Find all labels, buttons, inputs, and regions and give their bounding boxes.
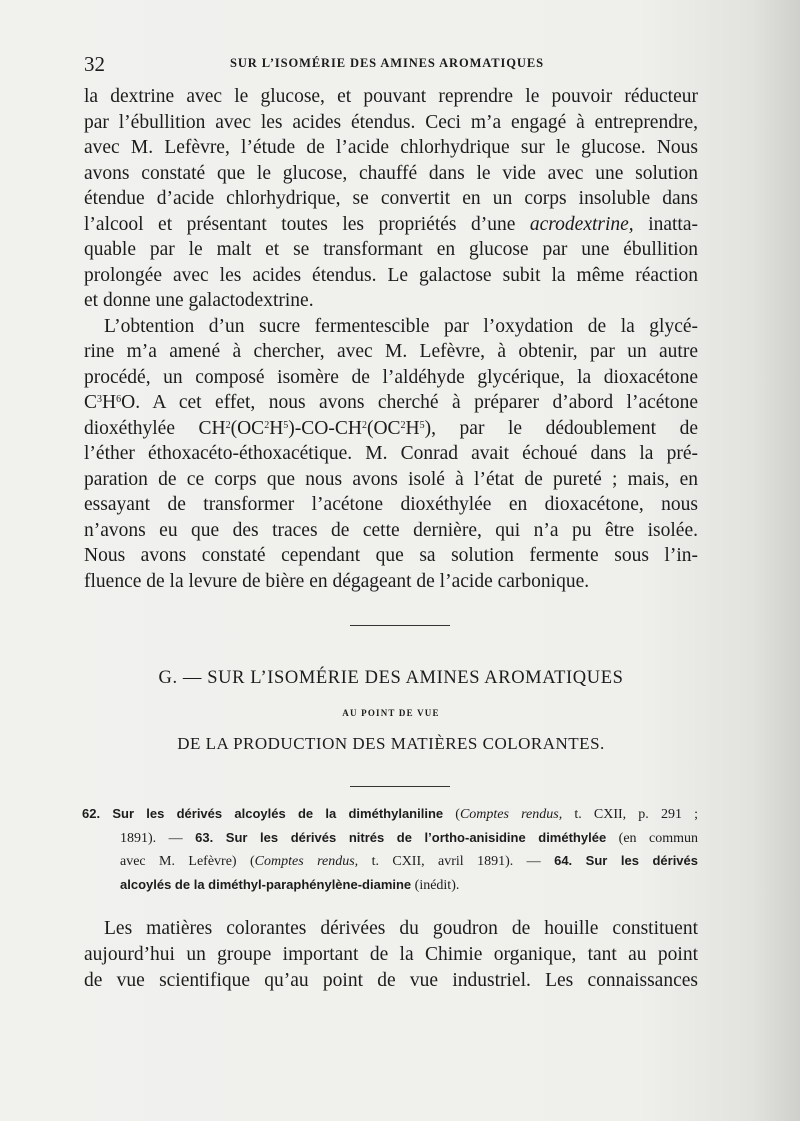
italic-term: acrodextrine, bbox=[529, 213, 634, 235]
text-line: la dextrine avec le glucose, et pouvant reprendre le pouvoir réducteur bbox=[84, 86, 698, 107]
divider bbox=[350, 625, 450, 626]
paragraph-2 bbox=[84, 314, 698, 595]
section-title: G. — SUR L’ISOMÉRIE DES AMINES AROMATIQUES bbox=[158, 668, 624, 688]
text-line: n’avons eu que des traces de cette dernière, qui n’a pu être isolée. bbox=[84, 519, 698, 541]
reference-line: avec M. Lefèvre) (Comptes rendus, t. CXII, avril 1891). — 64. Sur les dérivés bbox=[120, 853, 698, 869]
closing-paragraph bbox=[84, 916, 698, 994]
text-line: essayant de transformer l’acétone dioxéthylée en dioxacétone, nous bbox=[84, 494, 698, 515]
running-head: SUR L’ISOMÉRIE DES AMINES AROMATIQUES bbox=[230, 56, 544, 70]
text-line: fluence de la levure de bière en dégageant de l’acide carbonique. bbox=[84, 570, 590, 592]
page-header bbox=[84, 52, 698, 76]
text-line: procédé, un composé isomère de l’aldéhyde glycérique, la dioxacétone bbox=[84, 366, 698, 388]
paragraph-1 bbox=[84, 84, 698, 314]
text-line: étendue d’acide chlorhydrique, se convertit en un corps insoluble dans bbox=[84, 188, 698, 209]
section-title-continued: DE LA PRODUCTION DES MATIÈRES COLORANTES. bbox=[177, 734, 605, 753]
body-text bbox=[84, 84, 698, 594]
divider bbox=[350, 786, 450, 787]
formula-line: dioxéthylée $CH^2(OC^2H^5)-CO-CH^2(OC^2H^5)$, par le dédoublement de bbox=[84, 417, 698, 439]
text-line: de vue scientifique qu’au point de vue industriel. Les connaissances bbox=[84, 970, 698, 991]
text-line: avons constaté que le glucose, chauffé dans le vide avec une solution bbox=[84, 162, 698, 184]
text-line: par l’ébullition avec les acides étendus. Ceci m’a engagé à entreprendre, bbox=[84, 111, 698, 133]
formula-line: $C^3H^6O$. A cet effet, nous avons cherché à préparer d’abord l’acétone bbox=[84, 392, 698, 413]
text-line: L’obtention d’un sucre fermentescible par l’oxydation de la glycé- bbox=[104, 315, 698, 337]
publication-references bbox=[84, 802, 698, 896]
text-line: l’éther éthoxacéto-éthoxacétique. M. Conrad avait échoué dans la pré- bbox=[84, 443, 698, 464]
reference-line: alcoylés de la diméthyl-paraphénylène-diamine (inédit). bbox=[120, 876, 460, 893]
text-line: paration de ce corps que nous avons isolé à l’état de pureté ; mais, en bbox=[84, 468, 698, 490]
reference-line: 1891). — 63. Sur les dérivés nitrés de l’ortho-anisidine diméthylée (en commun bbox=[120, 829, 699, 846]
text-line: quable par le malt et se transformant en glucose par une ébullition bbox=[84, 239, 698, 260]
text-line: aujourd’hui un groupe important de la Chimie organique, tant au point bbox=[84, 944, 698, 965]
text-line: Les matières colorantes dérivées du goudron de houille constituent bbox=[104, 918, 698, 939]
page-number: 32 bbox=[84, 52, 105, 76]
text-line: rine m’a amené à chercher, avec M. Lefèvre, à obtenir, par un autre bbox=[84, 341, 698, 362]
text-line: et donne une galactodextrine. bbox=[84, 290, 314, 311]
section-subtitle: AU POINT DE VUE bbox=[342, 708, 440, 718]
text-line: l’alcool et présentant toutes les propriétés d’une acrodextrine, inatta- bbox=[84, 213, 698, 235]
text-line: prolongée avec les acides étendus. Le galactose subit la même réaction bbox=[84, 264, 698, 286]
reference-line: 62. Sur les dérivés alcoylés de la diméthylaniline (Comptes rendus, t. CXII, p. 291 ; bbox=[82, 806, 698, 822]
text-line: avec M. Lefèvre, l’étude de l’acide chlorhydrique sur le glucose. Nous bbox=[84, 137, 698, 158]
text-line: Nous avons constaté cependant que sa solution fermente sous l’in- bbox=[84, 545, 698, 566]
